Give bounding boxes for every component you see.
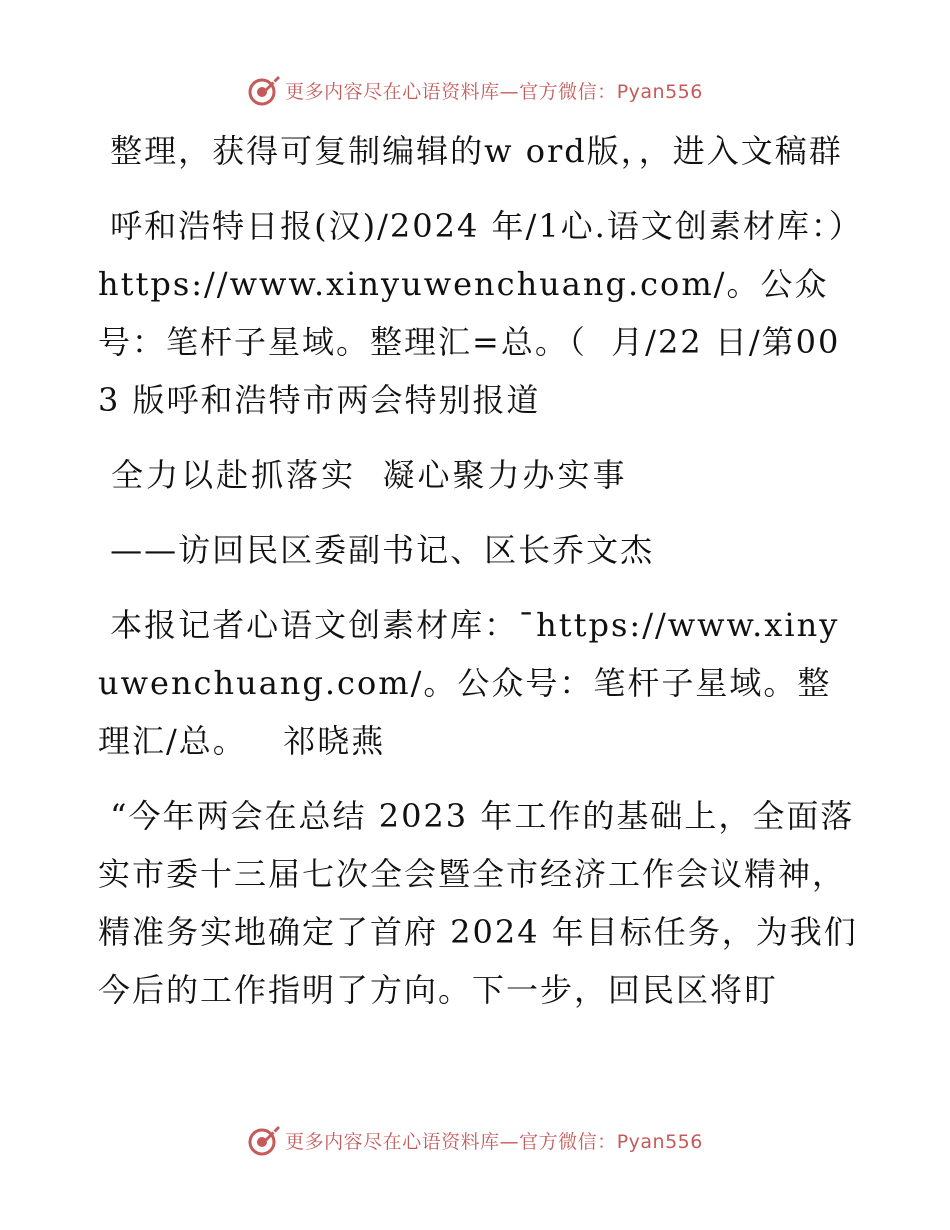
intro-paragraph: 整理，获得可复制编辑的w ord版，，进入文稿群 — [98, 132, 843, 170]
watermark-text: 更多内容尽在心语资料库—官方微信：Pyan556 — [285, 80, 703, 103]
body-paragraph: “今年两会在总结 2023 年工作的基础上，全面落实市委十三届七次全会暨全市经济工作会议精神，精准务实地确定了首府 2024 年目标任务，为我们今后的工作指明了方向。下一步，回民区将盯 — [98, 797, 858, 1009]
article-title: 全力以赴抓落实 凝心聚力办实事 — [98, 456, 628, 494]
watermark-header — [0, 70, 950, 110]
watermark-text: 更多内容尽在心语资料库—官方微信：Pyan556 — [285, 1130, 703, 1153]
article-subtitle: ——访回民区委副书记、区长乔文杰 — [98, 531, 655, 569]
watermark-footer — [0, 1120, 950, 1160]
article-byline: 本报记者心语文创素材库：¯https://www.xinyuwenchuang.com/。公众号：笔杆子星域。整理汇/总。 祁晓燕 — [98, 606, 840, 760]
document-body — [98, 122, 858, 1036]
pen-logo-icon — [247, 73, 281, 107]
source-paragraph: 呼和浩特日报(汉)/2024 年/1心.语文创素材库：）https://www.xinyuwenchuang.com/。公众号：笔杆子星域。整理汇=总。（ 月/22 日/第003 版呼和浩特市两会特别报道 — [98, 207, 847, 419]
pen-logo-icon — [247, 1123, 281, 1157]
